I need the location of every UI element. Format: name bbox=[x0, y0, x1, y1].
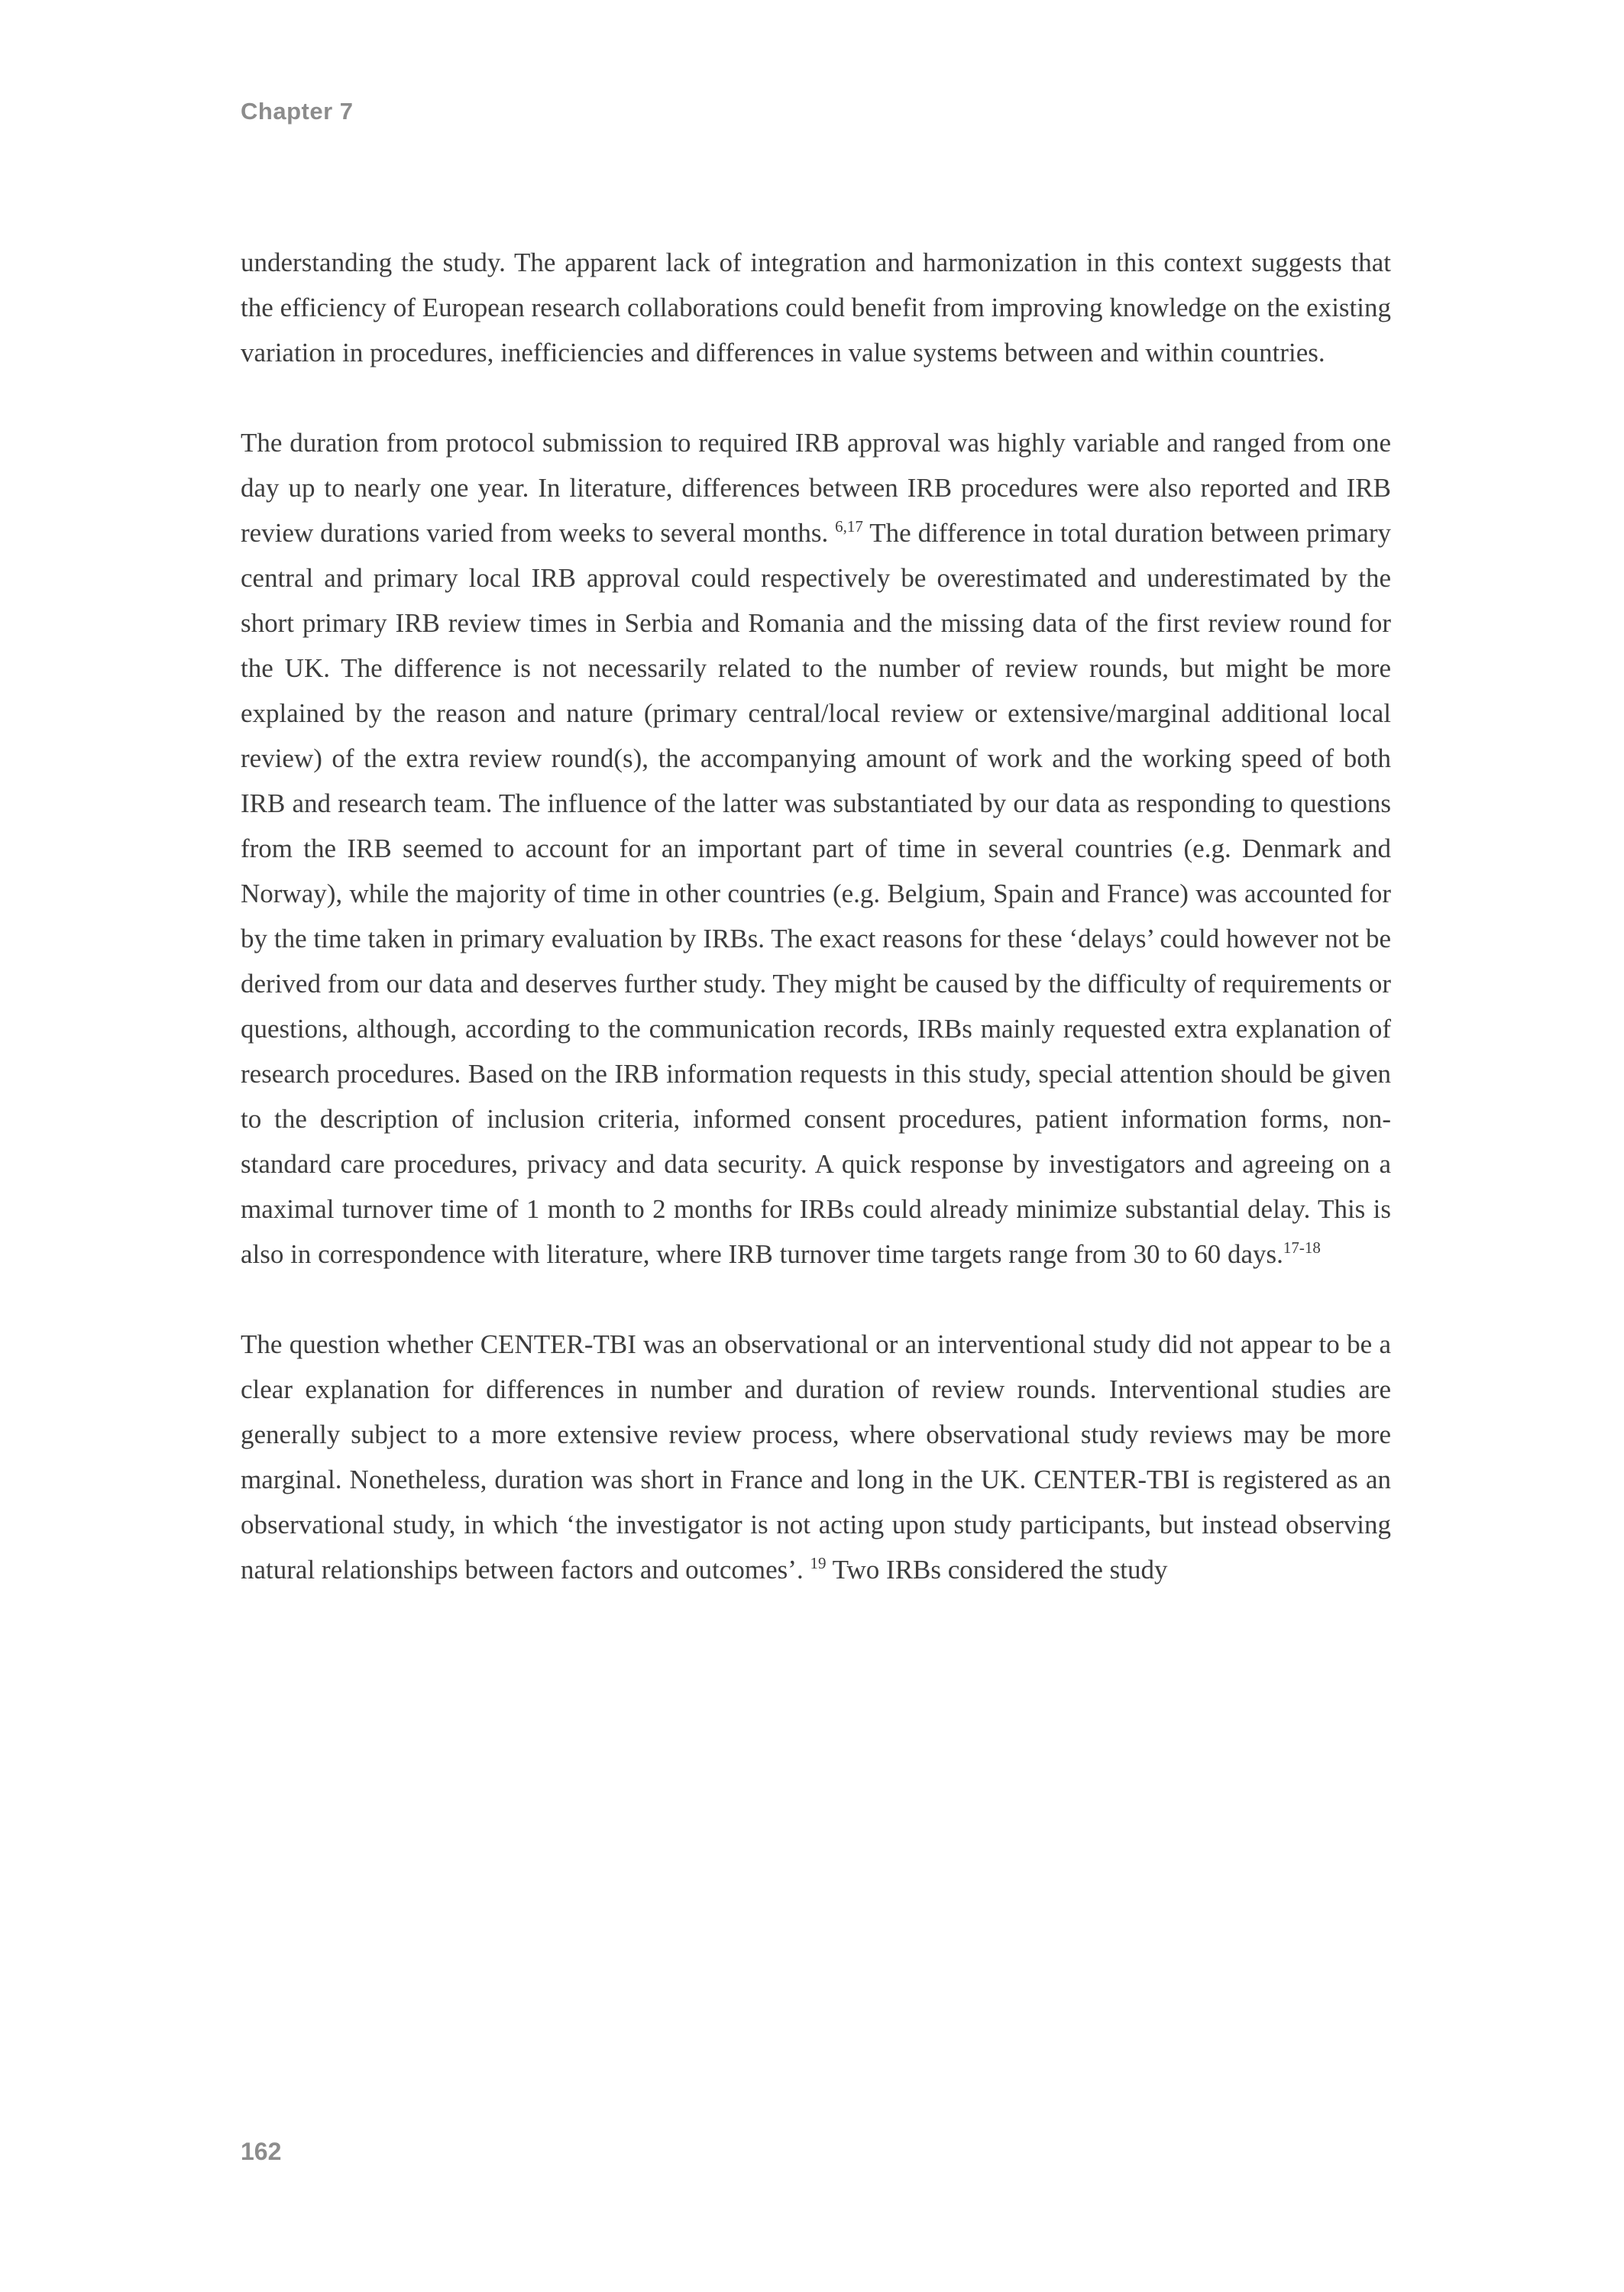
reference-superscript: 19 bbox=[810, 1554, 827, 1572]
page-number: 162 bbox=[241, 2138, 282, 2165]
paragraph bbox=[241, 1322, 1391, 1592]
text-segment: The difference in total duration between primary central and primary local IRB approval could respectively be overestimated and underestimated by the short primary IRB review times in Serbia and Romania and the missing data of the first review round for the UK. The difference is not necessarily related to the number of review rounds, but might be more explained by the reason and nature (primary central/local review or extensive/marginal additional local review) of the extra review round(s), the accompanying amount of work and the working speed of both IRB and research team. The influence of the latter was substantiated by our data as responding to questions from the IRB seemed to account for an important part of time in several countries (e.g. Denmark and Norway), while the majority of time in other countries (e.g. Belgium, Spain and France) was accounted for by the time taken in primary evaluation by IRBs. The exact reasons for these ‘delays’ could however not be derived from our data and deserves further study. They might be caused by the difficulty of requirements or questions, although, according to the communication records, IRBs mainly requested extra explanation of research procedures. Based on the IRB information requests in this study, special attention should be given to the description of inclusion criteria, informed consent procedures, patient information forms, non-standard care procedures, privacy and data security. A quick response by investigators and agreeing on a maximal turnover time of 1 month to 2 months for IRBs could already minimize substantial delay. This is also in correspondence with literature, where IRB turnover time targets range from 30 to 60 days. bbox=[241, 518, 1391, 1269]
text-segment: The duration from protocol submission to required IRB approval was highly variable and ranged from one day up to nearly one year. In literature, differences between IRB procedures were also reported and IRB review durations varied from weeks to several months. bbox=[241, 428, 1391, 548]
chapter-header: Chapter 7 bbox=[241, 98, 354, 125]
body-text bbox=[241, 240, 1391, 1592]
paragraph bbox=[241, 240, 1391, 375]
reference-superscript: 6,17 bbox=[835, 517, 863, 536]
text-segment: Two IRBs considered the study bbox=[826, 1555, 1168, 1585]
text-segment: understanding the study. The apparent lack of integration and harmonization in this context suggests that the efficiency of European research collaborations could benefit from improving knowledge on the existing variation in procedures, inefficiencies and differences in value systems between and within countries. bbox=[241, 248, 1391, 367]
reference-superscript: 17-18 bbox=[1283, 1238, 1321, 1257]
paragraph bbox=[241, 420, 1391, 1277]
text-segment: The question whether CENTER-TBI was an observational or an interventional study did not appear to be a clear explanation for differences in number and duration of review rounds. Interventional studies are generally subject to a more extensive review process, where observational study reviews may be more marginal. Nonetheless, duration was short in France and long in the UK. CENTER-TBI is registered as an observational study, in which ‘the investigator is not acting upon study participants, but instead observing natural relationships between factors and outcomes’. bbox=[241, 1329, 1391, 1585]
